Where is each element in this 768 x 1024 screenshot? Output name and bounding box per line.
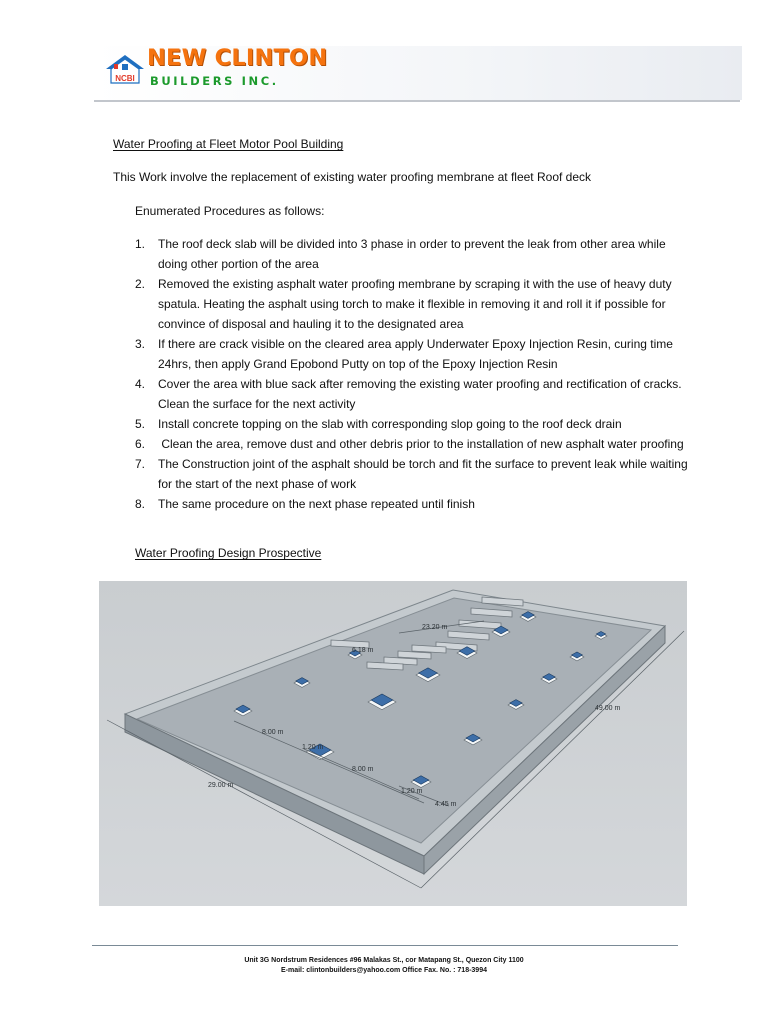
company-logo-house-icon: [104, 53, 146, 85]
list-text: The roof deck slab will be divided into 3 phase in order to prevent the leak from other area while doing other portion of the area: [158, 237, 666, 271]
list-item: [135, 334, 690, 374]
list-number: 3.: [135, 337, 146, 351]
list-item: [135, 374, 690, 414]
dim-label-d: 1.20 m: [401, 788, 423, 795]
roof-deck-3d-render: [99, 581, 687, 906]
dim-edge-offset-label: 4.45 m: [435, 801, 457, 808]
dim-spacing-b-label: 8.00 m: [352, 766, 374, 773]
list-number: 7.: [135, 457, 146, 471]
list-number: 5.: [135, 417, 146, 431]
document-title: Water Proofing at Fleet Motor Pool Building: [113, 137, 344, 151]
list-text: Clean the area, remove dust and other debris prior to the installation of new asphalt water proofing: [158, 437, 684, 451]
list-text: Cover the area with blue sack after removing the existing water proofing and rectification of cracks. Clean the surface for the next activity: [158, 377, 682, 411]
dim-length-label: 49.00 m: [595, 705, 621, 712]
design-heading: Water Proofing Design Prospective: [135, 546, 322, 560]
list-item: [135, 434, 690, 454]
footer-address: Unit 3G Nordstrum Residences #96 Malakas St., cor Matapang St., Quezon City 1100: [244, 957, 524, 964]
list-number: 4.: [135, 377, 146, 391]
dim-small-span-label: 6.18 m: [352, 647, 374, 654]
roof-deck-drawing: [99, 581, 687, 906]
list-number: 6.: [135, 437, 146, 451]
list-text: The same procedure on the next phase repeated until finish: [158, 497, 475, 511]
list-text: The Construction joint of the asphalt should be torch and fit the surface to prevent leak while waiting for the start of the next phase of work: [158, 457, 688, 491]
company-name-line2: BUILDERS INC.: [150, 74, 279, 88]
letterhead-rule: [94, 100, 740, 102]
list-item: [135, 234, 690, 274]
list-text: If there are crack visible on the cleared area apply Underwater Epoxy Injection Resin, curing time 24hrs, then apply Grand Epobond Putty on top of the Epoxy Injection Resin: [158, 337, 673, 371]
dim-label-c: 1.20 m: [302, 744, 324, 751]
intro-paragraph: This Work involve the replacement of existing water proofing membrane at fleet Roof deck: [113, 170, 592, 184]
list-number: 2.: [135, 277, 146, 291]
dim-upper-span-label: 23.20 m: [422, 624, 448, 631]
list-item: [135, 454, 690, 494]
company-name-line1: NEW CLINTON: [147, 45, 328, 71]
list-text: Removed the existing asphalt water proofing membrane by scraping it with the use of heavy duty spatula. Heating the asphalt using torch to make it flexible in removing it and roll it if possible for convince of disposal and hauling it to the designated area: [158, 277, 672, 331]
dim-spacing-a-label: 8.00 m: [262, 729, 284, 736]
list-number: 8.: [135, 497, 146, 511]
procedures-list: [135, 234, 690, 514]
list-number: 1.: [135, 237, 146, 251]
list-item: [135, 494, 690, 514]
logo-initials: NCBI: [115, 74, 135, 83]
list-item: [135, 414, 690, 434]
dim-width-label: 29.00 m: [208, 782, 234, 789]
procedures-heading: Enumerated Procedures as follows:: [135, 204, 325, 218]
footer-rule: [92, 945, 678, 946]
list-text: Install concrete topping on the slab with corresponding slop going to the roof deck drain: [158, 417, 622, 431]
list-item: [135, 274, 690, 334]
footer-contact: E-mail: clintonbuilders@yahoo.com Office Fax. No. : 718-3994: [281, 967, 487, 974]
